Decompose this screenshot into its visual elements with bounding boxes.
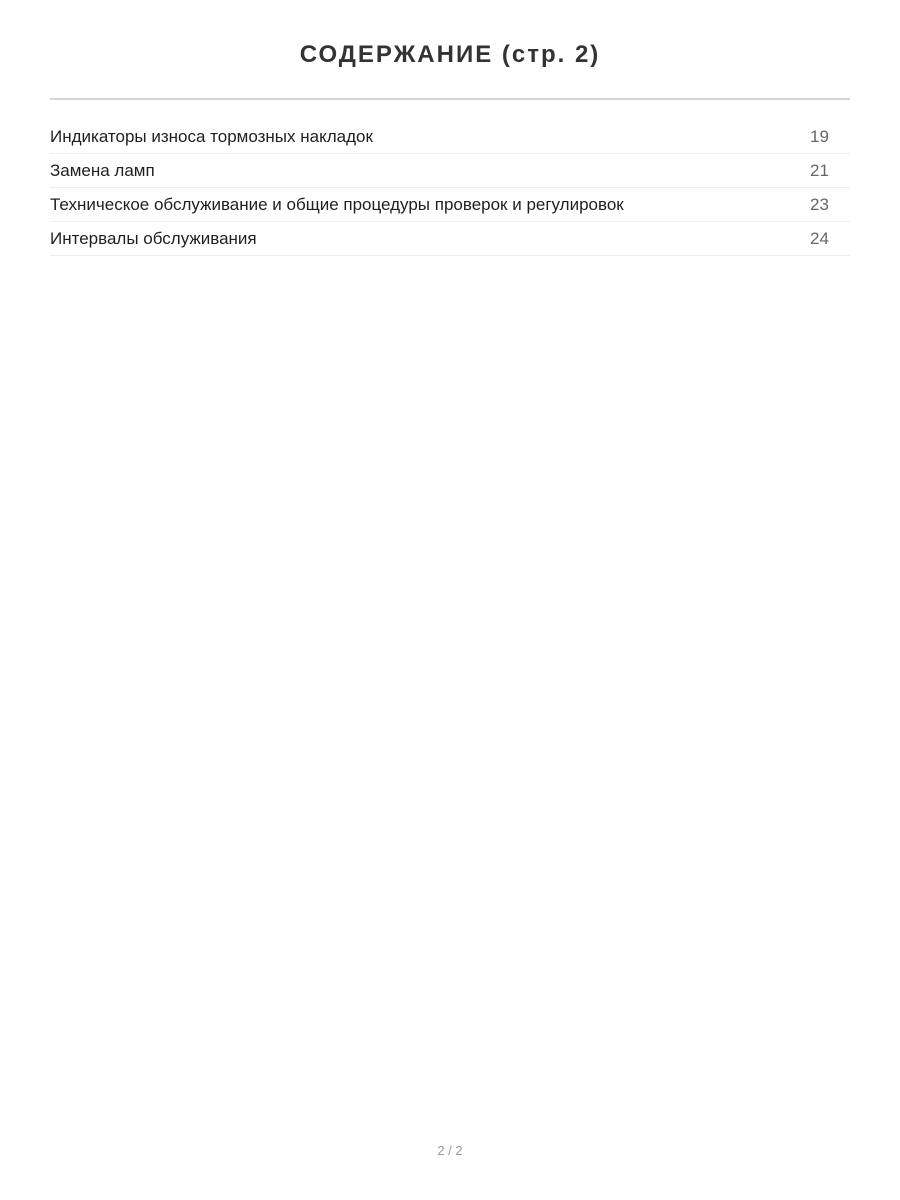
page-number: 2 / 2 <box>437 1143 463 1158</box>
toc-entry-label: Техническое обслуживание и общие процедуры проверок и регулировок <box>50 194 624 214</box>
toc-entry-label: Индикаторы износа тормозных накладок <box>50 126 373 146</box>
toc-entry-page: 24 <box>810 228 829 248</box>
toc-entry-label: Интервалы обслуживания <box>50 228 257 248</box>
toc-entry-page: 21 <box>810 160 829 180</box>
toc-entry[interactable] <box>50 188 850 222</box>
toc-entry[interactable] <box>50 120 850 154</box>
toc-entry-label: Замена ламп <box>50 160 155 180</box>
page-title: СОДЕРЖАНИЕ (стр. 2) <box>299 41 601 68</box>
toc-entry[interactable] <box>50 154 850 188</box>
title-divider <box>50 98 850 100</box>
toc-entry-page: 23 <box>810 194 829 214</box>
table-of-contents <box>50 120 850 256</box>
toc-entry[interactable] <box>50 222 850 256</box>
toc-entry-page: 19 <box>810 126 829 146</box>
